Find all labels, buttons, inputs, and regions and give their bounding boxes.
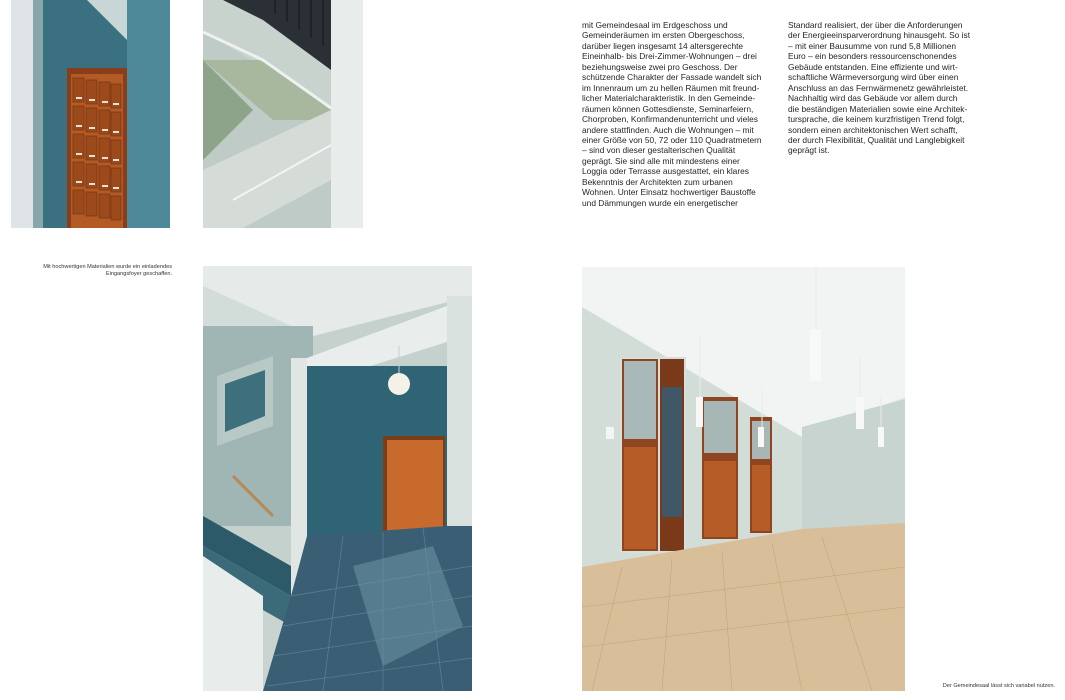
caption-hall: Der Gemeindesaal lässt sich variabel nutzen. [942, 683, 1055, 689]
hall-photo [582, 267, 905, 691]
caption-foyer: Mit hochwertigen Materialien wurde ein einladendes Eingangsfoyer geschaffen. [43, 264, 172, 277]
body-text-column-left: mit Gemeindesaal im Erdgeschoss und Gemeinderäumen im ersten Obergeschoss, darüber liegen insgesamt 14 altersgerechte Eineinhalb- bis Drei-Zimmer-Wohnungen – drei beziehungsweise zwei pro Geschoss. Der schützende Charakter der Fassade wandelt sich im Innenraum um zu hellen Räumen mit freund- licher Materialcharakteristik. In den Gemeinde- räumen können Gottesdienste, Seminarfeiern, Chorproben, Konfirmandenunterricht und vieles andere stattfinden. Auch die Wohnungen – mit einer Größe von 50, 72 oder 110 Quadratmetern – sind von dieser gestalterischen Qualität geprägt. Sie sind alle mit mindestens einer Loggia oder Terrasse ausgestattet, ein klares Bekenntnis der Architekten zum urbanen Wohnen. Unter Einsatz hochwertiger Baustoffe und Dämmungen wurde ein energetischer [582, 20, 762, 208]
staircase-photo [203, 0, 363, 228]
body-text-column-right: Standard realisiert, der über die Anforderungen der Energieeinsparverordnung hinausgeht. So ist – mit einer Bausumme von rund 5,8 Millionen Euro – ein besonders ressourcenschonendes Gebäude entstanden. Eine effiziente und wirt- schaftliche Wärmeversorgung wird über einen Anschluss an das Fernwärmenetz gewährleistet. Nachhaltig wird das Gebäude vor allem durch die beständigen Materialien sowie eine Architek- tursprache, die keinem kurzfristigen Trend folgt, sondern einen architektonischen Wert schafft, der durch Flexibilität, Qualität und Langlebigkeit geprägt ist. [788, 20, 971, 156]
foyer-photo [203, 266, 472, 691]
mailbox-photo [11, 0, 170, 228]
